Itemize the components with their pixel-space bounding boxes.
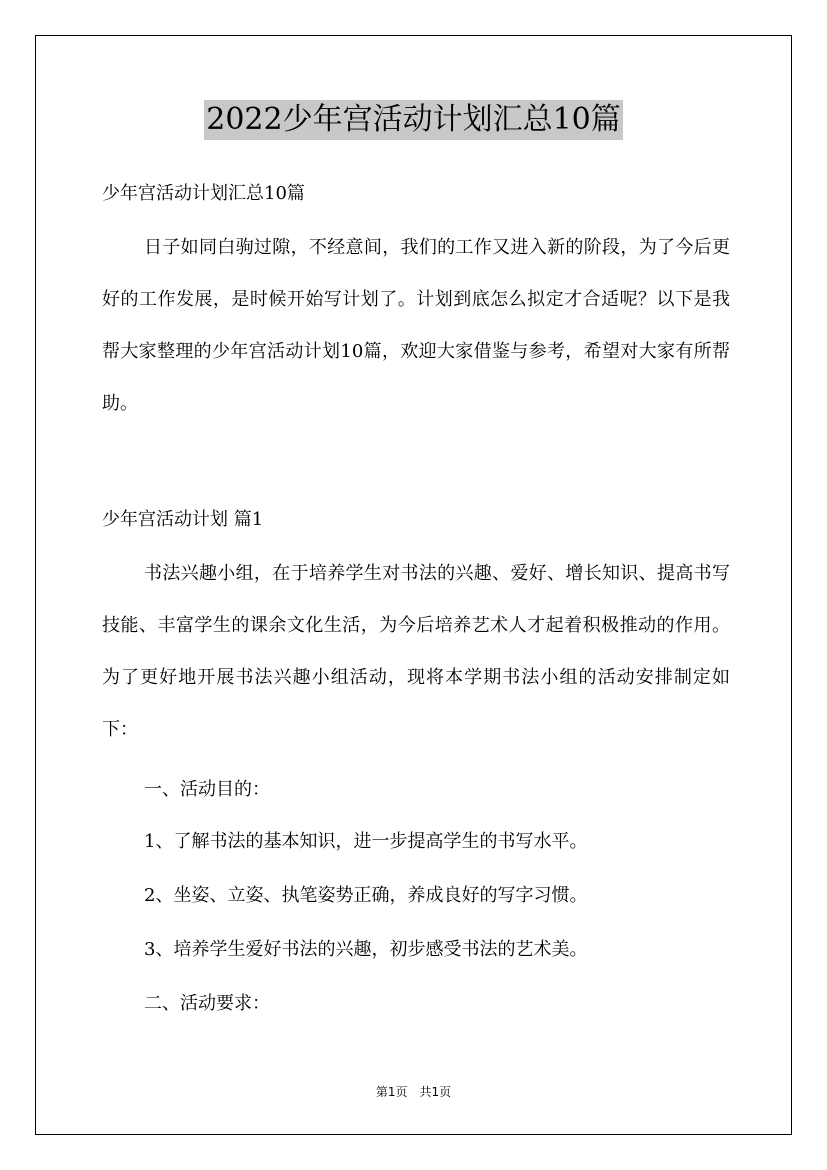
goal-item: 3、培养学生爱好书法的兴趣，初步感受书法的艺术美。 xyxy=(144,939,588,960)
goal-item: 1、了解书法的基本知识，进一步提高学生的书写水平。 xyxy=(144,831,588,852)
document-title: 2022少年宫活动计划汇总10篇 xyxy=(204,100,623,140)
requirement-heading: 二、活动要求： xyxy=(144,993,270,1014)
section-heading: 少年宫活动计划 篇1 xyxy=(102,509,264,530)
intro-paragraph: 日子如同白驹过隙，不经意间，我们的工作又进入新的阶段，为了今后更好的工作发展，是时候开始写计划了。计划到底怎么拟定才合适呢？以下是我帮大家整理的少年宫活动计划10篇，欢迎大家借鉴与参考，希望对大家有所帮助。 xyxy=(102,237,730,414)
goal-item: 2、坐姿、立姿、执笔姿势正确，养成良好的写字习惯。 xyxy=(144,885,588,906)
section-paragraph: 书法兴趣小组，在于培养学生对书法的兴趣、爱好、增长知识、提高书写技能、丰富学生的课余文化生活，为今后培养艺术人才起着积极推动的作用。为了更好地开展书法兴趣小组活动，现将本学期书法小组的活动安排制定如下： xyxy=(102,563,730,740)
title-container xyxy=(0,100,827,140)
document-subtitle: 少年宫活动计划汇总10篇 xyxy=(102,183,305,204)
page-footer: 第1页 共1页 xyxy=(375,1085,452,1099)
goal-heading: 一、活动目的： xyxy=(144,779,270,800)
